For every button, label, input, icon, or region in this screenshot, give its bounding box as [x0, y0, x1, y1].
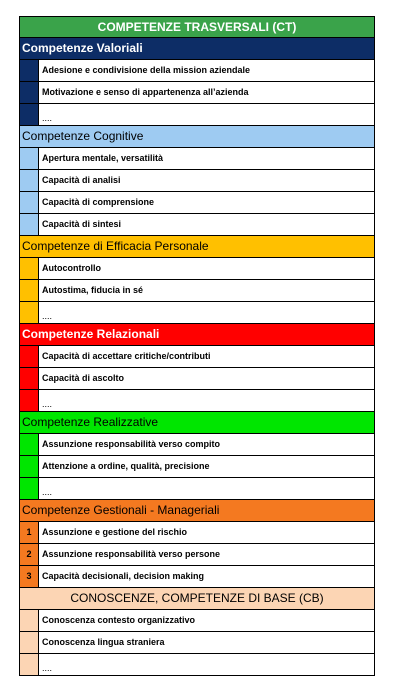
item-text: Apertura mentale, versatilità: [42, 153, 164, 163]
row-marker: [20, 632, 39, 653]
row-marker: [20, 390, 39, 411]
row-marker: 3: [20, 566, 39, 587]
row-marker: [20, 170, 39, 191]
list-item: [20, 148, 374, 170]
sections-container: [20, 38, 374, 675]
row-marker: 2: [20, 544, 39, 565]
row-marker: [20, 610, 39, 631]
item-text: Capacità di accettare critiche/contributi: [42, 351, 211, 361]
list-item: [20, 456, 374, 478]
item-text: Capacità di ascolto: [42, 373, 125, 383]
row-marker: [20, 368, 39, 389]
row-marker: [20, 654, 39, 675]
row-marker: [20, 82, 39, 103]
base-section-header: CONOSCENZE, COMPETENZE DI BASE (CB): [20, 588, 374, 610]
item-text: ....: [42, 663, 53, 673]
row-marker: [20, 60, 39, 81]
item-text: Motivazione e senso di appartenenza all’azienda: [42, 87, 249, 97]
row-marker: [20, 104, 39, 125]
list-item: [20, 192, 374, 214]
item-text: ....: [42, 399, 53, 409]
list-item: [20, 522, 374, 544]
row-marker: [20, 346, 39, 367]
list-item: [20, 346, 374, 368]
list-item: [20, 368, 374, 390]
item-text: Capacità di comprensione: [42, 197, 155, 207]
row-marker: [20, 434, 39, 455]
item-text: Capacità decisionali, decision making: [42, 571, 205, 581]
list-item: [20, 280, 374, 302]
list-item: [20, 390, 374, 412]
list-item: [20, 82, 374, 104]
item-text: Attenzione a ordine, qualità, precisione: [42, 461, 210, 471]
section-header: Competenze Gestionali - Manageriali: [20, 500, 374, 522]
item-text: ....: [42, 311, 53, 321]
item-text: Conoscenza lingua straniera: [42, 637, 165, 647]
list-item: [20, 632, 374, 654]
list-item: [20, 60, 374, 82]
item-text: Adesione e condivisione della mission aziendale: [42, 65, 251, 75]
section-header: Competenze Realizzative: [20, 412, 374, 434]
row-marker: [20, 258, 39, 279]
item-text: Autocontrollo: [42, 263, 101, 273]
list-item: [20, 610, 374, 632]
section-header: Competenze Valoriali: [20, 38, 374, 60]
list-item: [20, 302, 374, 324]
competency-table: [19, 16, 375, 676]
list-item: [20, 170, 374, 192]
section-header: Competenze di Efficacia Personale: [20, 236, 374, 258]
item-text: Assunzione e gestione del rischio: [42, 527, 188, 537]
section-header: Competenze Cognitive: [20, 126, 374, 148]
section-header: Competenze Relazionali: [20, 324, 374, 346]
item-text: Capacità di sintesi: [42, 219, 122, 229]
list-item: [20, 104, 374, 126]
list-item: [20, 478, 374, 500]
row-marker: [20, 478, 39, 499]
row-marker: [20, 192, 39, 213]
table-title: COMPETENZE TRASVERSALI (CT): [20, 17, 374, 38]
list-item: [20, 434, 374, 456]
row-marker: [20, 302, 39, 323]
list-item: [20, 214, 374, 236]
row-marker: [20, 148, 39, 169]
list-item: [20, 544, 374, 566]
row-marker: 1: [20, 522, 39, 543]
item-text: ....: [42, 487, 53, 497]
row-marker: [20, 456, 39, 477]
list-item: [20, 566, 374, 588]
item-text: ....: [42, 113, 53, 123]
item-text: Autostima, fiducia in sé: [42, 285, 144, 295]
list-item: [20, 654, 374, 675]
list-item: [20, 258, 374, 280]
row-marker: [20, 214, 39, 235]
item-text: Conoscenza contesto organizzativo: [42, 615, 196, 625]
item-text: Capacità di analisi: [42, 175, 121, 185]
item-text: Assunzione responsabilità verso compito: [42, 439, 221, 449]
row-marker: [20, 280, 39, 301]
item-text: Assunzione responsabilità verso persone: [42, 549, 221, 559]
